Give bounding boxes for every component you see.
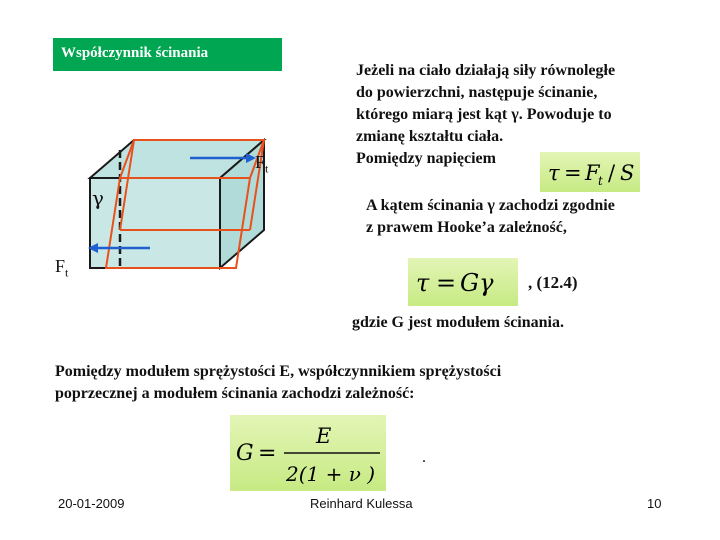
formula-hooke-shear — [408, 258, 518, 306]
formula-shear-stress — [540, 152, 640, 192]
force-label-top: $F_t$ — [255, 152, 269, 176]
para2-line: A kątem ścinania γ zachodzi zgodnie — [366, 197, 615, 214]
svg-text:G: G — [236, 441, 254, 466]
formula-shear-stress-svg — [540, 152, 640, 192]
intro-paragraph — [356, 60, 696, 170]
svg-text:=: = — [564, 161, 582, 185]
svg-text:=: = — [258, 441, 277, 466]
g-definition: gdzie G jest modułem ścinania. — [352, 314, 564, 331]
svg-text:t: t — [598, 174, 603, 188]
para2-line: z prawem Hooke’a zależność, — [366, 219, 567, 236]
hooke-paragraph — [366, 195, 696, 239]
para1-line: do powierzchni, następuje ścinanie, — [356, 84, 598, 101]
svg-text:/: / — [608, 161, 616, 185]
relation-paragraph — [55, 361, 655, 405]
angle-gamma-label: γ — [92, 186, 104, 210]
para4-line: Pomiędzy modułem sprężystości E, współczynnikiem sprężystości — [55, 363, 502, 380]
para1-line: którego miarą jest kąt γ. Powoduje to — [356, 106, 612, 123]
footer-author: Reinhard Kulessa — [310, 496, 413, 511]
svg-text:=: = — [436, 269, 457, 297]
para1-line: Jeżeli na ciało działają siły równoległe — [356, 62, 616, 79]
para1-line: zmianę kształtu ciała. — [356, 128, 504, 145]
force-label-bottom: $F_t$ — [55, 256, 69, 280]
svg-text:2(1 + ν ): 2(1 + ν ) — [286, 462, 376, 486]
slide-title: Współczynnik ścinania — [53, 38, 282, 71]
para4-line: poprzecznej a modułem ścinania zachodzi zależność: — [55, 385, 415, 402]
svg-text:Gγ: Gγ — [460, 269, 494, 297]
svg-text:τ: τ — [416, 269, 430, 297]
svg-text:τ: τ — [548, 161, 560, 185]
formula-shear-modulus-svg — [230, 415, 386, 491]
formula-shear-modulus — [230, 415, 386, 491]
trailing-period: . — [422, 449, 426, 466]
para1-line: Pomiędzy napięciem — [356, 150, 496, 167]
svg-text:S: S — [620, 161, 635, 185]
equation-number: , (12.4) — [528, 273, 578, 292]
formula-hooke-shear-svg — [408, 258, 518, 306]
footer-date: 20-01-2009 — [58, 496, 125, 511]
svg-text:F: F — [585, 161, 600, 185]
cube-front-face — [90, 178, 220, 268]
svg-text:E: E — [316, 424, 332, 448]
footer-page-number: 10 — [647, 496, 662, 511]
